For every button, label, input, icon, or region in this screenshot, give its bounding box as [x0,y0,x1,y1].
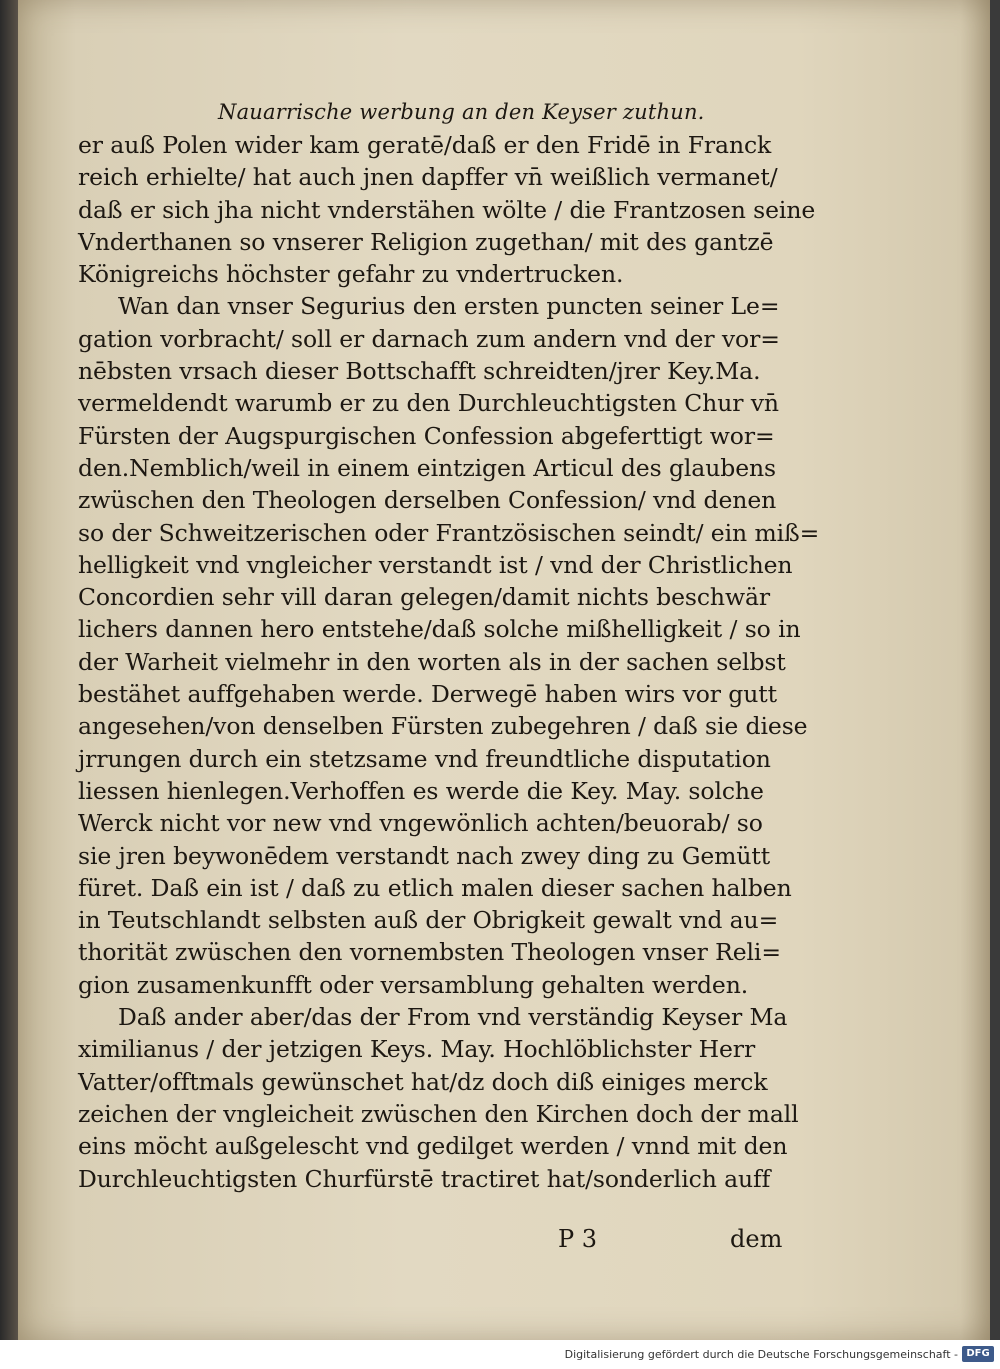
page-text [78,95,818,1195]
text-line: Concordien sehr vill daran gelegen/damit nichts beschwär [78,583,771,612]
text-line: zwüschen den Theologen derselben Confession/ vnd denen [78,486,777,515]
text-line: sie jren beywonēdem verstandt nach zwey ding zu Gemütt [78,841,771,870]
text-line: Durchleuchtigsten Churfürstē tractiret hat/sonderlich auff [78,1164,771,1193]
signature-mark: P 3 [558,1225,598,1253]
body-text [78,129,818,1195]
book-page [18,0,990,1340]
text-line: reich erhielte/ hat auch jnen dapffer vn̄ weißlich vermanet/ [78,163,778,192]
text-line: gation vorbracht/ soll er darnach zum andern vnd der vor= [78,324,780,353]
text-line: ximilianus / der jetzigen Keys. May. Hochlöblichster Herr [78,1035,756,1064]
dfg-logo: DFG [962,1346,994,1362]
text-line: Königreichs höchster gefahr zu vndertrucken. [78,260,624,289]
text-line: lichers dannen hero entstehe/daß solche mißhelligkeit / so in [78,615,801,644]
text-line: gion zusamenkunfft oder versamblung gehalten werden. [78,970,749,999]
text-line: in Teutschlandt selbsten auß der Obrigkeit gewalt vnd au= [78,906,779,935]
credit-bar [0,1340,1000,1369]
text-line: Vatter/offtmals gewünschet hat/dz doch diß einiges merck [78,1067,768,1096]
text-line: Fürsten der Augspurgischen Confession abgeferttigt wor= [78,421,775,450]
text-line: angesehen/von denselben Fürsten zubegehren / daß sie diese [78,712,808,741]
catchword: dem [730,1225,783,1253]
text-line: zeichen der vngleicheit zwüschen den Kirchen doch der mall [78,1099,799,1128]
text-line: nēbsten vrsach dieser Bottschafft schreidten/jrer Key.Ma. [78,357,761,386]
text-line: daß er sich jha nicht vnderstähen wölte / die Frantzosen seine [78,195,816,224]
text-line: so der Schweitzerischen oder Frantzösischen seindt/ ein miß= [78,518,820,547]
funding-credit: Digitalisierung gefördert durch die Deutsche Forschungsgemeinschaft - [564,1348,958,1361]
text-line: jrrungen durch ein stetzsame vnd freundtliche disputation [78,744,771,773]
text-line: Vnderthanen so vnserer Religion zugethan/ mit des gantzē [78,227,774,256]
text-line: er auß Polen wider kam geratē/daß er den Fridē in Franck [78,131,772,159]
text-line: liessen hienlegen.Verhoffen es werde die Key. May. solche [78,776,764,805]
text-line: Werck nicht vor new vnd vngewönlich achten/beuorab/ so [78,809,763,838]
text-line: vermeldendt warumb er zu den Durchleuchtigsten Chur vn̄ [78,389,779,418]
running-head: Nauarrische werbung an den Keyser zuthun. [218,100,705,124]
text-line: den.Nemblich/weil in einem eintzigen Articul des glaubens [78,453,776,482]
text-line: helligkeit vnd vngleicher verstandt ist / vnd der Christlichen [78,550,793,579]
page-footer [558,1225,818,1261]
text-line: eins möcht außgelescht vnd gedilget werden / vnnd mit den [78,1132,788,1161]
text-line: bestähet auffgehaben werde. Derwegē haben wirs vor gutt [78,680,777,709]
text-line: Daß ander aber/das der From vnd verständig Keyser Ma [118,1003,788,1032]
text-line: thorität zwüschen den vornembsten Theologen vnser Reli= [78,938,781,967]
book-spine [0,0,18,1340]
text-line: der Warheit vielmehr in den worten als in der sachen selbst [78,647,786,676]
text-line: füret. Daß ein ist / daß zu etlich malen dieser sachen halben [78,873,792,902]
text-line: Wan dan vnser Segurius den ersten puncten seiner Le= [118,292,780,321]
